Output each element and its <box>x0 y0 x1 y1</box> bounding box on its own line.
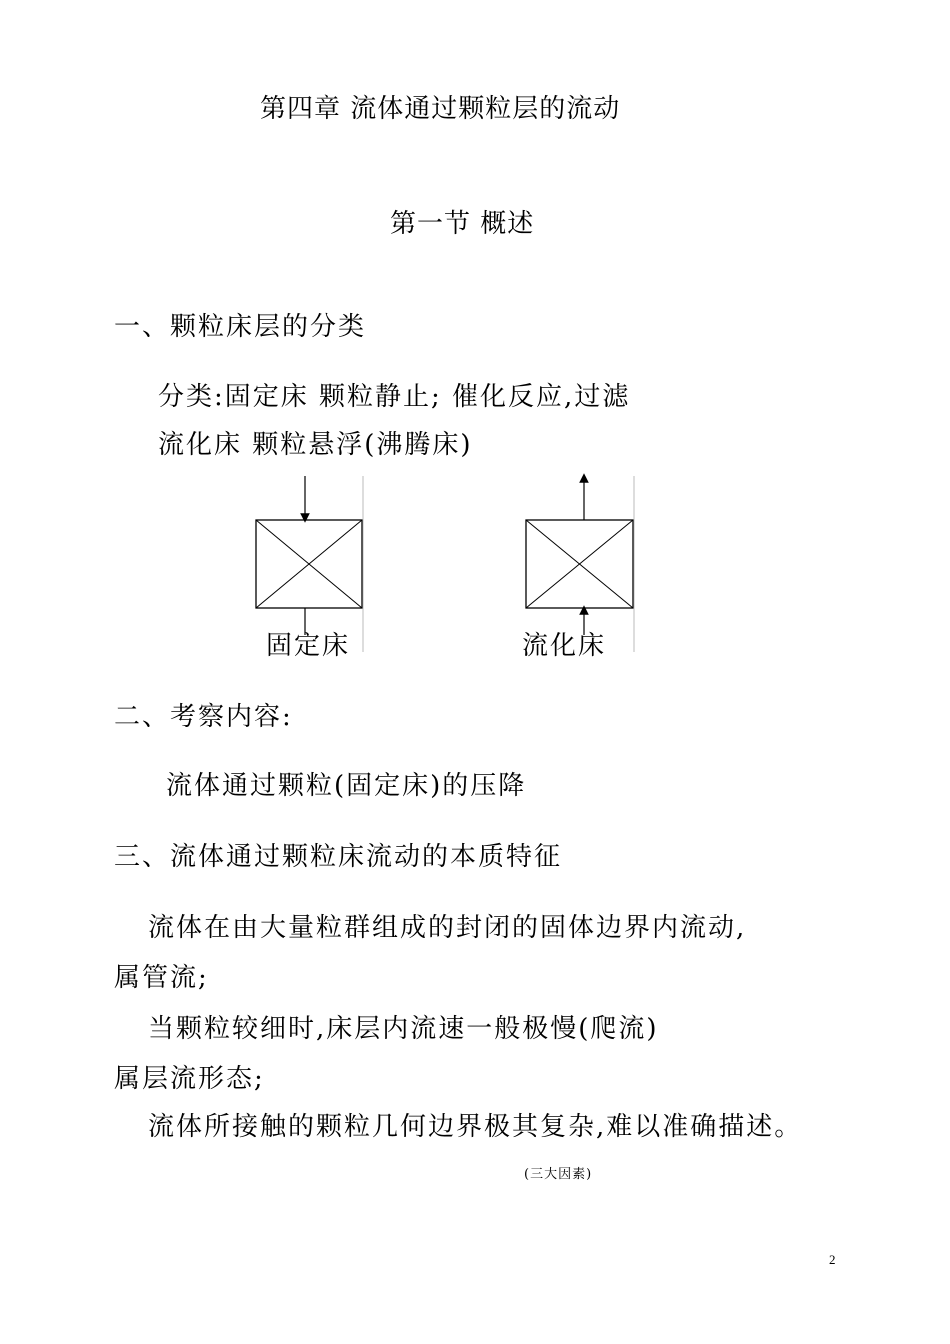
section-title: 第一节 概述 <box>390 209 535 239</box>
heading-classification: 一、颗粒床层的分类 <box>114 312 367 342</box>
para2-line1: 当颗粒较细时,床层内流速一般极慢(爬流) <box>148 1014 659 1044</box>
heading-characteristics: 三、流体通过颗粒床流动的本质特征 <box>114 842 563 872</box>
page-number: 2 <box>829 1252 836 1267</box>
fluidized-bed-symbol <box>526 476 634 652</box>
heading-content: 二、考察内容: <box>114 702 293 732</box>
fluidized-bed-label: 流化床 <box>522 631 607 661</box>
para3-line1: 流体所接触的颗粒几何边界极其复杂,难以准确描述。 <box>148 1112 803 1142</box>
para1-line2: 属管流; <box>114 963 209 993</box>
pressure-drop-line: 流体通过颗粒(固定床)的压降 <box>166 771 527 801</box>
classify-line-fluidized: 流化床 颗粒悬浮(沸腾床) <box>158 430 473 460</box>
fixed-bed-symbol <box>256 476 363 652</box>
chapter-title: 第四章 流体通过颗粒层的流动 <box>260 94 621 124</box>
para2-line2: 属层流形态; <box>114 1064 265 1094</box>
classify-line-fixed: 分类:固定床 颗粒静止; 催化反应,过滤 <box>158 382 631 412</box>
three-factors-note: (三大因素) <box>524 1167 593 1182</box>
para1-line1: 流体在由大量粒群组成的封闭的固体边界内流动, <box>148 913 747 943</box>
fixed-bed-label: 固定床 <box>266 631 351 661</box>
